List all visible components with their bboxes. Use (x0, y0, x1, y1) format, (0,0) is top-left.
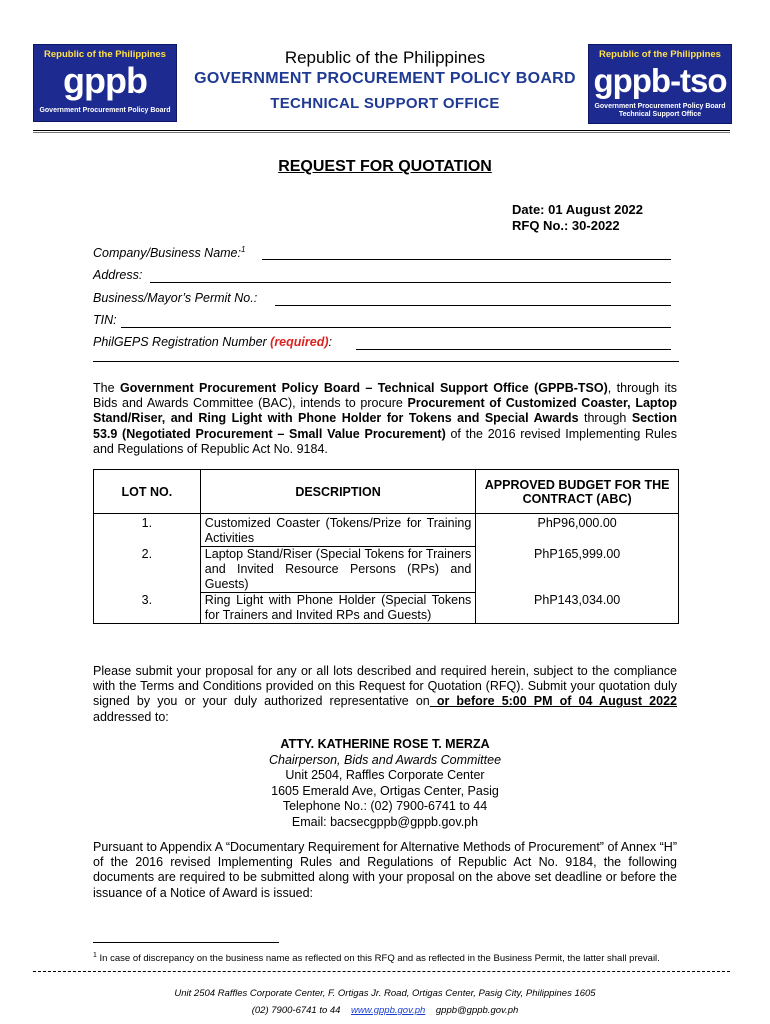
document-title: REQUEST FOR QUOTATION (278, 158, 492, 175)
addressee-address-1: Unit 2504, Raffles Corporate Center (285, 768, 485, 782)
addressee-phone: Telephone No.: (02) 7900-6741 to 44 (282, 799, 488, 813)
footer-contact (0, 1002, 770, 1019)
table-row (94, 547, 679, 593)
submission-deadline: or before 5:00 PM of 04 August 2022 (429, 694, 677, 709)
table-row (94, 593, 679, 624)
footnote: $^1$ In case of discrepancy on the business name as reflected on this RFQ and as reflected in the Business Permit, the latter shall prevail. (93, 952, 660, 965)
table-row (94, 514, 679, 547)
submission-paragraph: Please submit your proposal for any or all lots described and required herein, subject to the compliance with the Terms and Conditions provided on this Request for Quotation (RFQ). Submit your quotation duly signed by you or your duly authorized representative on or before 5:00 PM of 04 August 2022 addressed to: (93, 664, 677, 724)
lot-abc: PhP96,000.00 (476, 514, 679, 547)
header-divider-thin (33, 132, 730, 133)
header-divider (33, 130, 730, 131)
lots-table (93, 469, 679, 624)
lot-abc: PhP143,034.00 (476, 593, 679, 624)
logo-top-text: Republic of the Philippines (599, 49, 721, 60)
company-name-field[interactable] (262, 259, 671, 260)
permit-field[interactable] (275, 305, 671, 306)
permit-label: Business/Mayor’s Permit No.: (93, 291, 258, 305)
logo-mark: gppb-tso (593, 62, 727, 99)
footer-website-link[interactable]: www.gppb.gov.ph (351, 1005, 426, 1016)
required-marker: (required) (270, 335, 329, 349)
footer-email: gppb@gppb.gov.ph (435, 1005, 519, 1016)
lot-number: 1. (94, 514, 201, 547)
header-description: DESCRIPTION (200, 470, 475, 514)
header-office: TECHNICAL SUPPORT OFFICE (270, 95, 500, 112)
rfq-number: RFQ No.: 30-2022 (512, 218, 620, 233)
address-field[interactable] (150, 282, 671, 283)
addressee-email: Email: bacsecgppb@gppb.gov.ph (291, 814, 479, 829)
logo-top-text: Republic of the Philippines (44, 49, 166, 60)
addressee-address-2: 1605 Emerald Ave, Ortigas Center, Pasig (271, 783, 499, 798)
addressee-position: Chairperson, Bids and Awards Committee (268, 752, 502, 767)
lot-description: Laptop Stand/Riser (Special Tokens for Trainers and Invited Resource Persons (RPs) and Guests) (200, 547, 475, 593)
footer-divider (33, 971, 730, 972)
header-lot-no: LOT NO. (94, 470, 201, 514)
footnote-mark: 1 (93, 952, 97, 959)
date-block (512, 202, 643, 234)
logo-bottom-text: Government Procurement Policy Board (39, 107, 171, 114)
lot-abc: PhP165,999.00 (476, 547, 679, 593)
lot-number: 2. (94, 547, 201, 593)
header-abc: APPROVED BUDGET FOR THE CONTRACT (ABC) (476, 470, 679, 514)
address-label: Address: (93, 268, 143, 282)
tin-label: TIN: (93, 313, 117, 327)
logo-bottom-text-2: Technical Support Office (618, 111, 702, 118)
footnote-ref: 1 (240, 245, 246, 254)
header-country: Republic of the Philippines (284, 48, 486, 67)
footer-address: Unit 2504 Raffles Corporate Center, F. Ortigas Jr. Road, Ortigas Center, Pasig City, Philippines 1605 (174, 988, 596, 999)
header-agency: GOVERNMENT PROCUREMENT POLICY BOARD (194, 70, 576, 87)
company-name-label: Company/Business Name:$^1$ (93, 245, 246, 261)
footnote-divider (93, 942, 279, 943)
tin-field[interactable] (121, 327, 671, 328)
logo-mark: gppb (63, 60, 147, 101)
lot-description: Ring Light with Phone Holder (Special Tokens for Trainers and Invited RPs and Guests) (200, 593, 475, 624)
philgeps-field[interactable] (356, 349, 671, 350)
addressee-block (0, 737, 770, 830)
philgeps-label: PhilGEPS Registration Number (required): (93, 335, 332, 349)
footer (0, 985, 770, 1019)
footer-phone: (02) 7900-6741 to 44 (251, 1005, 341, 1016)
lot-number: 3. (94, 593, 201, 624)
intro-paragraph: The Government Procurement Policy Board – Technical Support Office (GPPB-TSO), through its Bids and Awards Committee (BAC), intends to procure Procurement of Customized Coaster, Laptop Stand/Riser, and Ring Light with Phone Holder for Tokens and Special Awards through Section 53.9 (Negotiated Procurement – Small Value Procurement) of the 2016 revised Implementing Rules and Regulations of Republic Act No. 9184. (93, 381, 678, 456)
table-header-row (94, 470, 679, 514)
requirements-paragraph: Pursuant to Appendix A “Documentary Requirement for Alternative Methods of Procurement” of Annex “H” of the 2016 revised Implementing Rules and Regulations of Republic Act No. 9184, the following documents are required to be submitted along with your proposal on the above set deadline or before the issuance of a Notice of Award is issued: (93, 840, 677, 900)
lot-description: Customized Coaster (Tokens/Prize for Training Activities (200, 514, 475, 547)
logo-bottom-text-1: Government Procurement Policy Board (594, 103, 726, 110)
rfq-date: Date: 01 August 2022 (512, 202, 644, 217)
section-divider (93, 361, 679, 362)
addressee-name: ATTY. KATHERINE ROSE T. MERZA (280, 737, 490, 751)
